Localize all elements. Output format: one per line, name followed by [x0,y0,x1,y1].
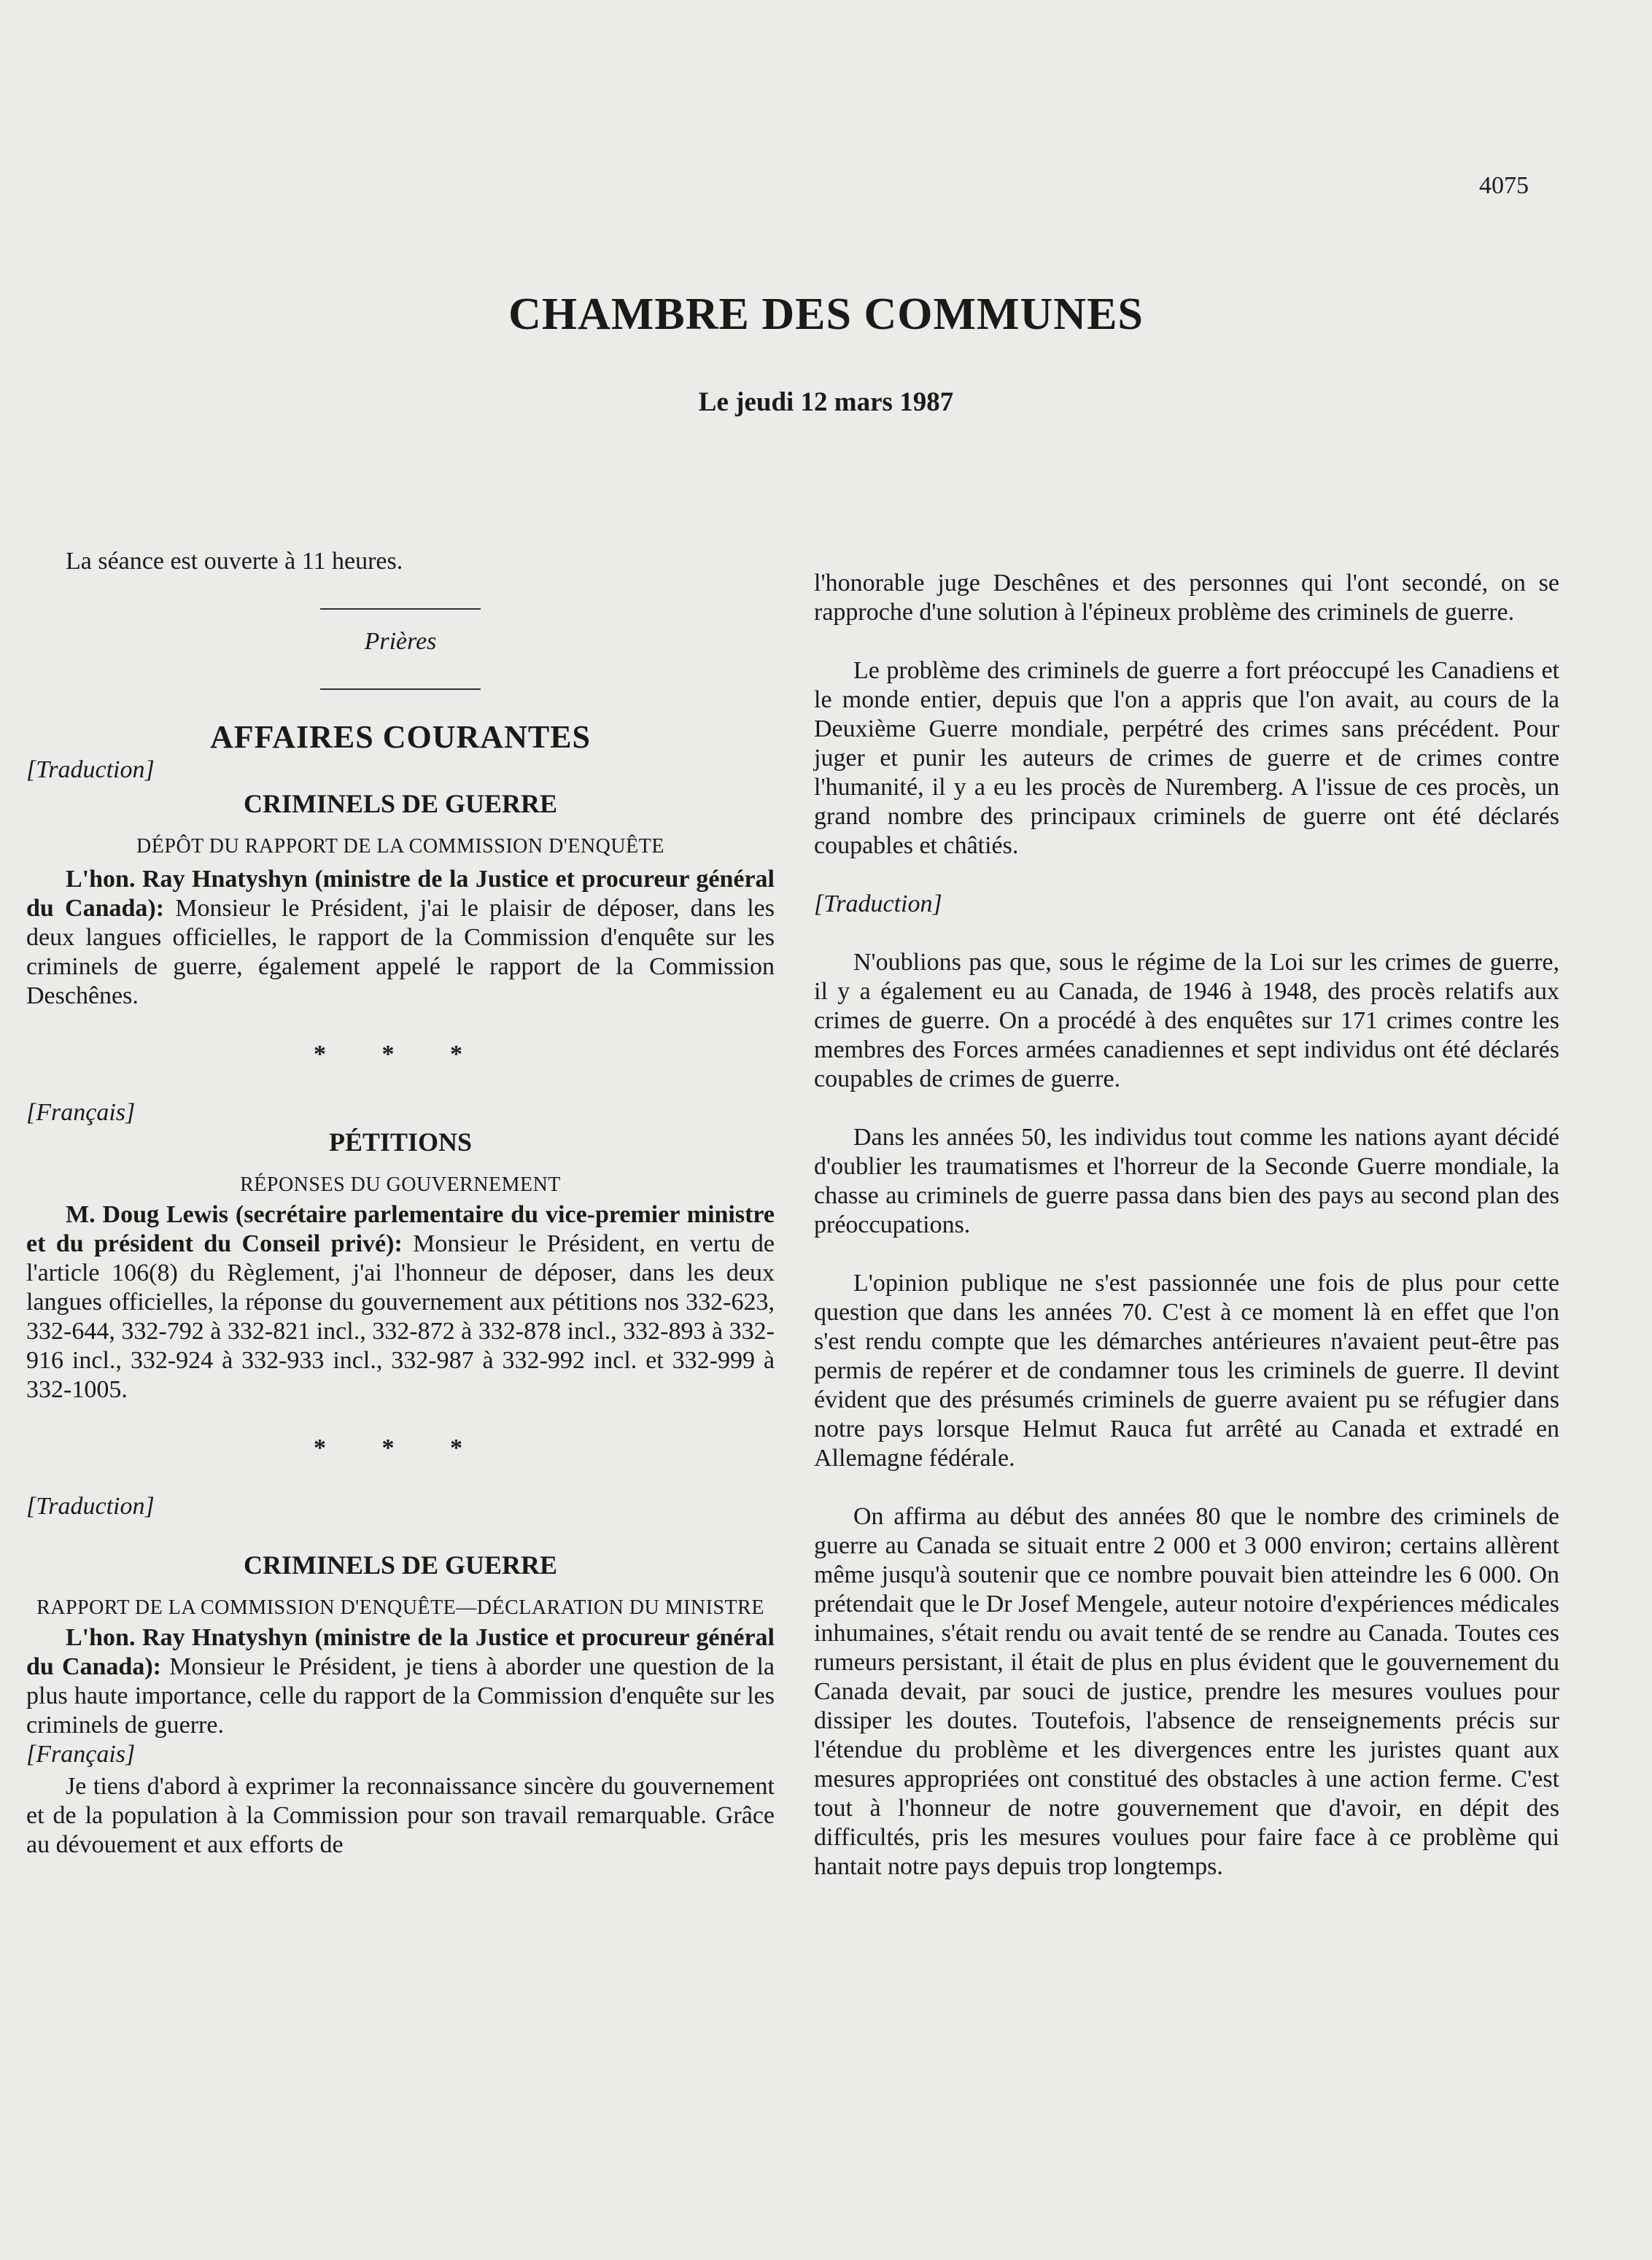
speech-paragraph [26,1200,775,1405]
subject-heading: CRIMINELS DE GUERRE [243,1550,558,1580]
subheading-depot: DÉPÔT DU RAPPORT DE LA COMMISSION D'ENQUÊTE [136,835,664,858]
sitting-date: Le jeudi 12 mars 1987 [698,387,954,417]
speech-paragraph: Dans les années 50, les individus tout comme les nations ayant décidé d'oublier les traumatismes et l'horreur de la Seconde Guerre mondiale, la chasse au criminels de guerre passa dans bien des pays au second plan des préoccupations. [814,1124,1559,1238]
left-column [26,547,775,1860]
divider-rule [320,688,481,690]
speaker-name: L'hon. Ray Hnatyshyn (ministre de la Justice et procureur général du Canada): [26,1624,775,1680]
speech-text: Monsieur le Président, en vertu de l'article 106(8) du Règlement, j'ai l'honneur de déposer, dans les deux langues officielles, la réponse du gouvernement aux pétitions nos 332-623, 332-644, 332-792 à 332-821 incl., 332-872 à 332-878 incl., 332-893 à 332-916 incl., 332-924 à 332-933 incl., 332-987 à 332-992 incl. et 332-999 à 332-1005. [26,1230,775,1403]
masthead-title: CHAMBRE DES COMMUNES [508,290,1144,339]
language-tag: [Français] [26,1741,136,1768]
prayers-heading: Prières [364,628,437,655]
speech-paragraph: Je tiens d'abord à exprimer la reconnaissance sincère du gouvernement et de la population à la Commission pour son travail remarquable. Grâce au dévouement et aux efforts de [26,1773,775,1858]
separator-stars: * * * [314,1434,487,1461]
divider-rule [320,608,481,610]
speech-paragraph: l'honorable juge Deschênes et des personnes qui l'ont secondé, on se rapproche d'une solution à l'épineux problème des criminels de guerre. [814,570,1559,626]
speaker-name: L'hon. Ray Hnatyshyn (ministre de la Justice et procureur général du Canada): [26,866,775,922]
section-heading-affaires: AFFAIRES COURANTES [209,719,592,755]
speaker-name: M. Doug Lewis (secrétaire parlementaire du vice-premier ministre et du président du Conseil privé): [26,1201,775,1257]
section-heading-petitions: PÉTITIONS [328,1127,473,1157]
language-tag: [Français] [26,1099,136,1126]
speech-paragraph [26,865,775,1011]
subject-heading: CRIMINELS DE GUERRE [243,789,558,818]
language-tag: [Traduction] [26,1493,155,1520]
separator-stars: * * * [314,1041,487,1068]
speech-paragraph: L'opinion publique ne s'est passionnée une fois de plus pour cette question que dans les années 70. C'est à ce moment là en effet que l'on s'est rendu compte que les démarches antérieures n'avaient peut-être pas permis de repérer et de condamner tous les criminels de guerre. Il devint évident que des présumés criminels de guerre avaient pu se réfugier dans notre pays lorsque Helmut Rauca fut arrêté au Canada et extradé en Allemagne fédérale. [814,1270,1559,1472]
right-column [814,569,1559,1882]
language-tag: [Traduction] [26,756,155,783]
speech-paragraph: N'oublions pas que, sous le régime de la Loi sur les crimes de guerre, il y a également eu au Canada, de 1946 à 1948, des procès relatifs aux crimes de guerre. On a procédé à des enquêtes sur 171 crimes contre les membres des Forces armées canadiennes et sept individus ont été déclarés coupables de crimes de guerre. [814,949,1559,1092]
speech-text: Monsieur le Président, je tiens à aborder une question de la plus haute importance, celle du rapport de la Commission d'enquête sur les criminels de guerre. [26,1653,775,1739]
speech-paragraph: Le problème des criminels de guerre a fort préoccupé les Canadiens et le monde entier, depuis que l'on a appris que l'on avait, au cours de la Deuxième Guerre mondiale, perpétré des crimes sans précédent. Pour juger et punir les auteurs de crimes de guerre et de crimes contre l'humanité, il y a eu les procès de Nuremberg. A l'issue de ces procès, un grand nombre des principaux criminels de guerre ont été déclarés coupables et châtiés. [814,657,1559,859]
subheading-rapport: RAPPORT DE LA COMMISSION D'ENQUÊTE—DÉCLARATION DU MINISTRE [36,1596,764,1619]
subheading-reponses: RÉPONSES DU GOUVERNEMENT [240,1173,561,1196]
language-tag: [Traduction] [814,890,942,917]
page-number: 4075 [1479,172,1529,199]
opening-line: La séance est ouverte à 11 heures. [66,548,403,575]
speech-paragraph [26,1623,775,1740]
speech-paragraph: On affirma au début des années 80 que le nombre des criminels de guerre au Canada se situait entre 2 000 et 3 000 environ; certains allèrent même jusqu'à soutenir que ce nombre pouvait bien atteindre les 6 000. On prétendait que le Dr Josef Mengele, auteur notoire d'expériences médicales inhumaines, s'était rendu ou avait tenté de se rendre au Canada. Toutes ces rumeurs persistant, il était de plus en plus évident que le gouvernement du Canada devait, par souci de justice, prendre les mesures voulues pour dissiper les doutes. Toutefois, l'absence de renseignements précis sur l'étendue du problème et les divergences entre les juristes quant aux mesures appropriées ont constitué des obstacles à une action ferme. C'est tout à l'honneur de notre gouvernement que d'avoir, en dépit des difficultés, pris les mesures voulues pour faire face à ce problème qui hantait notre pays depuis trop longtemps. [814,1503,1559,1880]
speech-text: Monsieur le Président, j'ai le plaisir de déposer, dans les deux langues officielles, le rapport de la Commission d'enquête sur les criminels de guerre, également appelé le rapport de la Commission Deschênes. [26,895,775,1009]
